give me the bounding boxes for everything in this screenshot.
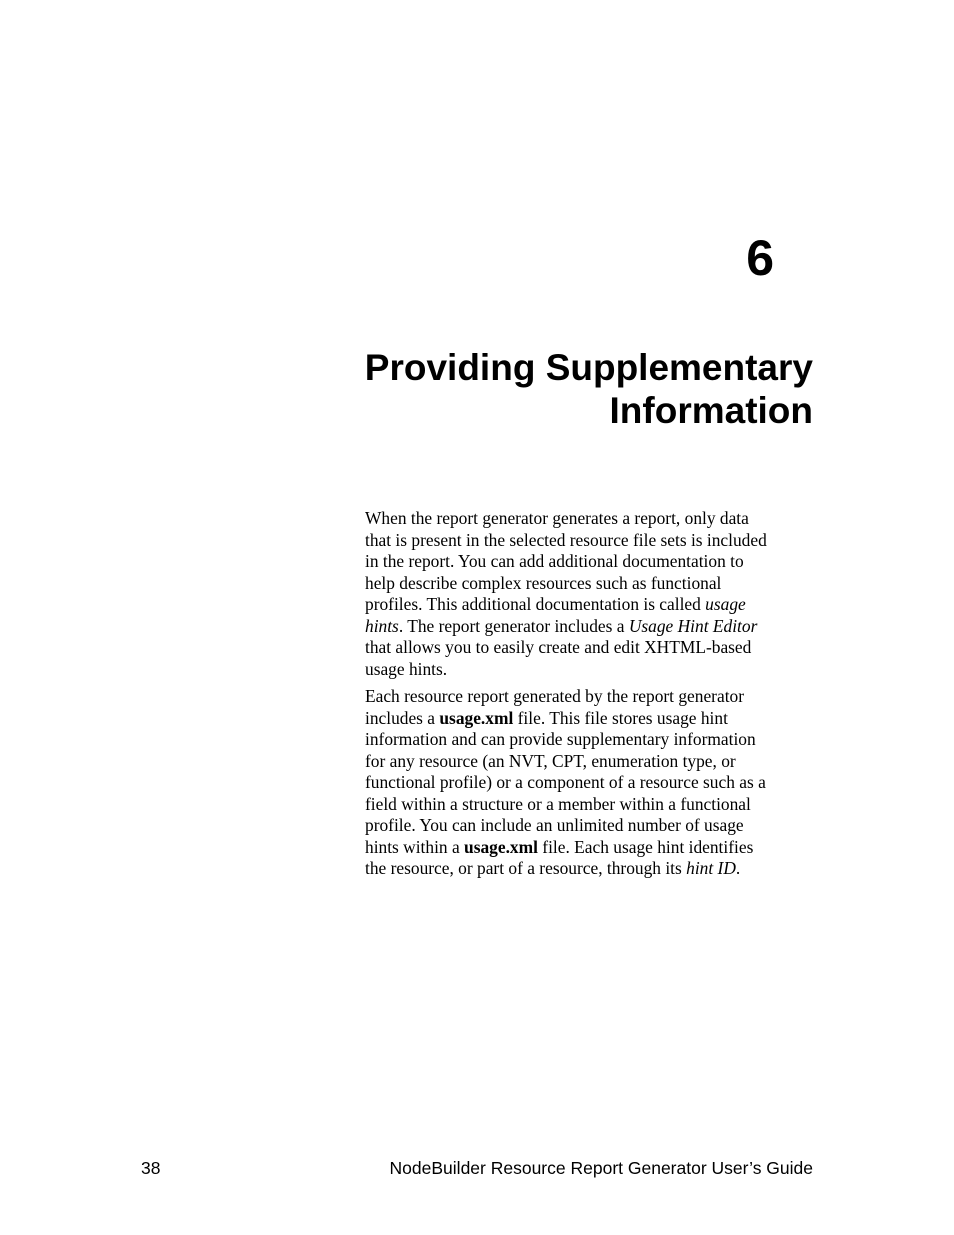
body-text [365, 508, 805, 886]
emphasis-text: usage [705, 594, 746, 614]
chapter-title-line-2: Information [609, 390, 813, 431]
chapter-title-line-1: Providing Supplementary [364, 347, 813, 388]
text-run: Each resource report generated by the report generator [365, 686, 745, 706]
text-run: hints within a [365, 836, 465, 857]
paragraph-line [365, 530, 805, 552]
paragraph-line [365, 815, 805, 837]
paragraph-line [365, 573, 805, 595]
text-run: that allows you to easily create and edit XHTML-based [365, 637, 752, 657]
text-run: functional profile) or a component of a resource such as a [365, 772, 766, 792]
text-run: help describe complex resources such as functional [365, 572, 722, 593]
text-run: usage hints. [365, 658, 448, 679]
paragraph-line [365, 729, 805, 751]
paragraph-line [365, 616, 805, 638]
body-paragraph [365, 508, 805, 680]
paragraph-line [365, 637, 805, 659]
text-run: in the report. You can add additional documentation to [365, 551, 744, 571]
text-run: the resource, or part of a resource, through its [365, 858, 687, 878]
paragraph-line [365, 794, 805, 816]
text-run: When the report generator generates a report, only data [365, 508, 749, 528]
paragraph-line [365, 686, 805, 708]
chapter-title [293, 346, 813, 432]
paragraph-line [365, 772, 805, 794]
paragraph-line [365, 508, 805, 530]
paragraph-line [365, 837, 805, 859]
paragraph-line [365, 551, 805, 573]
body-paragraph [365, 686, 805, 880]
text-run: information and can provide supplementary information [365, 729, 756, 749]
paragraph-line [365, 708, 805, 730]
text-run: . [735, 858, 741, 878]
footer-page-number: 38 [141, 1158, 161, 1178]
text-run: . The report generator includes a [398, 615, 629, 636]
emphasis-text: hint ID [686, 858, 736, 878]
paragraph-line [365, 659, 805, 681]
bold-text: usage.xml [464, 836, 538, 857]
text-run: file. This file stores usage hint [513, 707, 728, 728]
text-run: includes a [365, 707, 440, 728]
text-run: field within a structure or a member within a functional [365, 793, 751, 814]
footer-book-title: NodeBuilder Resource Report Generator User’s Guide [389, 1158, 813, 1178]
paragraph-line [365, 858, 805, 880]
paragraph-line [365, 751, 805, 773]
paragraph-line [365, 594, 805, 616]
text-run: profiles. This additional documentation is called [365, 594, 706, 614]
emphasis-text: hints [365, 615, 399, 636]
text-run: that is present in the selected resource file sets is included [365, 529, 767, 550]
bold-text: usage.xml [439, 707, 514, 728]
text-run: file. Each usage hint identifies [537, 836, 754, 857]
chapter-number: 6 [746, 230, 774, 286]
emphasis-text: Usage Hint Editor [628, 615, 758, 636]
text-run: profile. You can include an unlimited number of usage [365, 815, 744, 835]
text-run: for any resource (an NVT, CPT, enumeration type, or [365, 750, 736, 771]
